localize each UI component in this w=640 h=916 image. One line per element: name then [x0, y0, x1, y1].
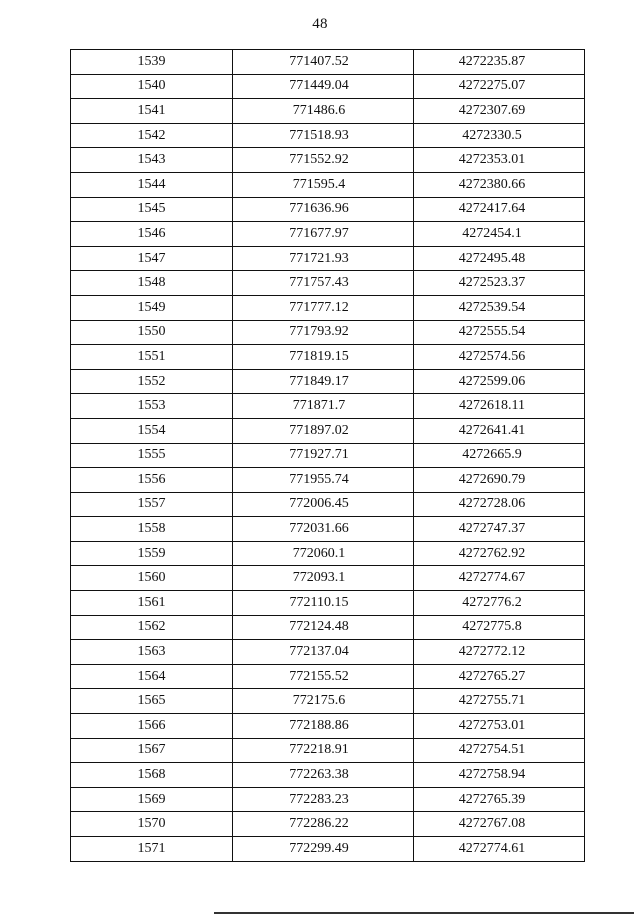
point-number-cell: 1567 [71, 738, 233, 763]
x-coordinate-cell: 771721.93 [233, 246, 414, 271]
y-coordinate-cell: 4272353.01 [414, 148, 585, 173]
table-row [71, 443, 585, 468]
page-bottom-rule [214, 912, 634, 914]
x-coordinate-cell: 771955.74 [233, 468, 414, 493]
x-coordinate-cell: 771777.12 [233, 295, 414, 320]
y-coordinate-cell: 4272776.2 [414, 591, 585, 616]
point-number-cell: 1564 [71, 664, 233, 689]
point-number-cell: 1555 [71, 443, 233, 468]
table-row [71, 787, 585, 812]
point-number-cell: 1561 [71, 591, 233, 616]
table-row [71, 320, 585, 345]
x-coordinate-cell: 772286.22 [233, 812, 414, 837]
point-number-cell: 1539 [71, 50, 233, 75]
point-number-cell: 1559 [71, 541, 233, 566]
point-number-cell: 1571 [71, 837, 233, 862]
point-number-cell: 1540 [71, 74, 233, 99]
x-coordinate-cell: 771677.97 [233, 222, 414, 247]
y-coordinate-cell: 4272753.01 [414, 714, 585, 739]
y-coordinate-cell: 4272755.71 [414, 689, 585, 714]
x-coordinate-cell: 772175.6 [233, 689, 414, 714]
x-coordinate-cell: 772218.91 [233, 738, 414, 763]
table-row [71, 714, 585, 739]
table-row [71, 738, 585, 763]
y-coordinate-cell: 4272775.8 [414, 615, 585, 640]
y-coordinate-cell: 4272767.08 [414, 812, 585, 837]
y-coordinate-cell: 4272765.27 [414, 664, 585, 689]
y-coordinate-cell: 4272523.37 [414, 271, 585, 296]
x-coordinate-cell: 772110.15 [233, 591, 414, 616]
y-coordinate-cell: 4272330.5 [414, 123, 585, 148]
table-row [71, 541, 585, 566]
x-coordinate-cell: 772060.1 [233, 541, 414, 566]
table-row [71, 345, 585, 370]
x-coordinate-cell: 771849.17 [233, 369, 414, 394]
table-row [71, 517, 585, 542]
coordinates-table-body [71, 50, 585, 862]
x-coordinate-cell: 772137.04 [233, 640, 414, 665]
table-row [71, 615, 585, 640]
point-number-cell: 1544 [71, 172, 233, 197]
table-row [71, 566, 585, 591]
table-row [71, 591, 585, 616]
table-row [71, 123, 585, 148]
y-coordinate-cell: 4272774.61 [414, 837, 585, 862]
x-coordinate-cell: 771449.04 [233, 74, 414, 99]
point-number-cell: 1543 [71, 148, 233, 173]
y-coordinate-cell: 4272574.56 [414, 345, 585, 370]
x-coordinate-cell: 771871.7 [233, 394, 414, 419]
point-number-cell: 1558 [71, 517, 233, 542]
point-number-cell: 1542 [71, 123, 233, 148]
table-row [71, 369, 585, 394]
y-coordinate-cell: 4272665.9 [414, 443, 585, 468]
point-number-cell: 1566 [71, 714, 233, 739]
x-coordinate-cell: 772299.49 [233, 837, 414, 862]
x-coordinate-cell: 771486.6 [233, 99, 414, 124]
point-number-cell: 1568 [71, 763, 233, 788]
x-coordinate-cell: 771552.92 [233, 148, 414, 173]
point-number-cell: 1570 [71, 812, 233, 837]
x-coordinate-cell: 772093.1 [233, 566, 414, 591]
table-row [71, 148, 585, 173]
table-row [71, 172, 585, 197]
y-coordinate-cell: 4272380.66 [414, 172, 585, 197]
point-number-cell: 1549 [71, 295, 233, 320]
point-number-cell: 1551 [71, 345, 233, 370]
x-coordinate-cell: 771927.71 [233, 443, 414, 468]
page-number: 48 [312, 16, 328, 32]
x-coordinate-cell: 771518.93 [233, 123, 414, 148]
y-coordinate-cell: 4272641.41 [414, 418, 585, 443]
table-row [71, 271, 585, 296]
point-number-cell: 1557 [71, 492, 233, 517]
table-row [71, 222, 585, 247]
x-coordinate-cell: 771407.52 [233, 50, 414, 75]
table-row [71, 492, 585, 517]
y-coordinate-cell: 4272762.92 [414, 541, 585, 566]
point-number-cell: 1560 [71, 566, 233, 591]
point-number-cell: 1565 [71, 689, 233, 714]
x-coordinate-cell: 772031.66 [233, 517, 414, 542]
table-row [71, 394, 585, 419]
x-coordinate-cell: 772263.38 [233, 763, 414, 788]
y-coordinate-cell: 4272599.06 [414, 369, 585, 394]
y-coordinate-cell: 4272774.67 [414, 566, 585, 591]
y-coordinate-cell: 4272539.54 [414, 295, 585, 320]
table-row [71, 246, 585, 271]
table-row [71, 468, 585, 493]
point-number-cell: 1552 [71, 369, 233, 394]
table-row [71, 763, 585, 788]
y-coordinate-cell: 4272765.39 [414, 787, 585, 812]
x-coordinate-cell: 772283.23 [233, 787, 414, 812]
point-number-cell: 1548 [71, 271, 233, 296]
coordinates-table [70, 49, 585, 862]
point-number-cell: 1562 [71, 615, 233, 640]
y-coordinate-cell: 4272555.54 [414, 320, 585, 345]
x-coordinate-cell: 772124.48 [233, 615, 414, 640]
point-number-cell: 1554 [71, 418, 233, 443]
y-coordinate-cell: 4272307.69 [414, 99, 585, 124]
y-coordinate-cell: 4272758.94 [414, 763, 585, 788]
x-coordinate-cell: 771757.43 [233, 271, 414, 296]
point-number-cell: 1553 [71, 394, 233, 419]
y-coordinate-cell: 4272690.79 [414, 468, 585, 493]
y-coordinate-cell: 4272235.87 [414, 50, 585, 75]
point-number-cell: 1550 [71, 320, 233, 345]
table-row [71, 812, 585, 837]
x-coordinate-cell: 772006.45 [233, 492, 414, 517]
x-coordinate-cell: 772188.86 [233, 714, 414, 739]
y-coordinate-cell: 4272747.37 [414, 517, 585, 542]
table-row [71, 197, 585, 222]
y-coordinate-cell: 4272728.06 [414, 492, 585, 517]
table-row [71, 50, 585, 75]
point-number-cell: 1545 [71, 197, 233, 222]
y-coordinate-cell: 4272754.51 [414, 738, 585, 763]
table-row [71, 295, 585, 320]
point-number-cell: 1547 [71, 246, 233, 271]
table-row [71, 418, 585, 443]
y-coordinate-cell: 4272454.1 [414, 222, 585, 247]
table-row [71, 74, 585, 99]
table-row [71, 664, 585, 689]
x-coordinate-cell: 771897.02 [233, 418, 414, 443]
table-row [71, 689, 585, 714]
point-number-cell: 1569 [71, 787, 233, 812]
point-number-cell: 1546 [71, 222, 233, 247]
point-number-cell: 1563 [71, 640, 233, 665]
x-coordinate-cell: 772155.52 [233, 664, 414, 689]
point-number-cell: 1556 [71, 468, 233, 493]
y-coordinate-cell: 4272275.07 [414, 74, 585, 99]
point-number-cell: 1541 [71, 99, 233, 124]
table-row [71, 640, 585, 665]
y-coordinate-cell: 4272417.64 [414, 197, 585, 222]
x-coordinate-cell: 771636.96 [233, 197, 414, 222]
x-coordinate-cell: 771595.4 [233, 172, 414, 197]
x-coordinate-cell: 771793.92 [233, 320, 414, 345]
y-coordinate-cell: 4272618.11 [414, 394, 585, 419]
y-coordinate-cell: 4272495.48 [414, 246, 585, 271]
table-row [71, 837, 585, 862]
x-coordinate-cell: 771819.15 [233, 345, 414, 370]
table-row [71, 99, 585, 124]
y-coordinate-cell: 4272772.12 [414, 640, 585, 665]
